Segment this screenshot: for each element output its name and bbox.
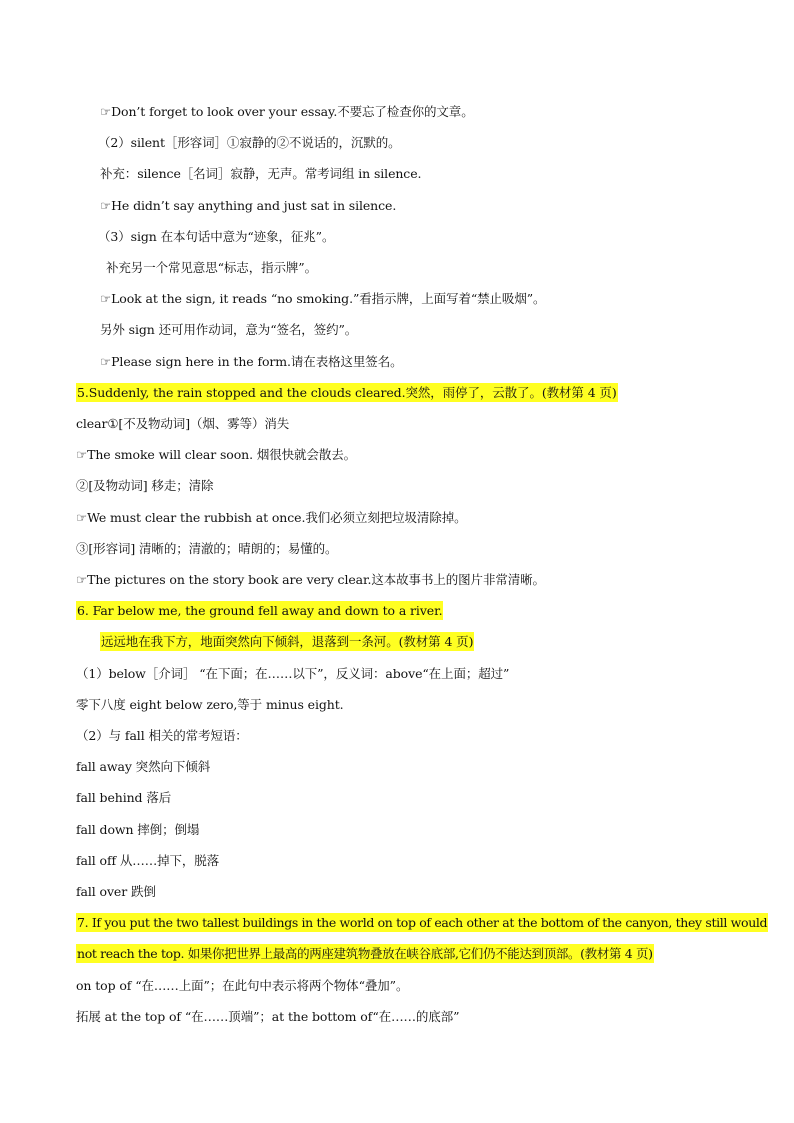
vocab-clear-transitive: ②[及物动词] 移走；清除 bbox=[76, 478, 214, 493]
vocab-below-example: 零下八度 eight below zero,等于 minus eight. bbox=[76, 697, 344, 712]
example-sentence-sign: ☞Look at the sign, it reads “no smoking.”看指示牌，上面写着“禁止吸烟”。 bbox=[100, 291, 546, 306]
phrase-fall-away: fall away 突然向下倾斜 bbox=[76, 759, 211, 774]
highlighted-sentence-7-line1 bbox=[76, 913, 768, 932]
example-sentence-rubbish: ☞We must clear the rubbish at once.我们必须立刻把垃圾清除掉。 bbox=[76, 510, 467, 525]
vocab-top-bottom-extension: 拓展 at the top of “在……顶端”；at the bottom of“在……的底部” bbox=[76, 1009, 460, 1024]
phrase-fall-over: fall over 跌倒 bbox=[76, 884, 156, 899]
highlighted-sentence-5 bbox=[76, 383, 618, 402]
example-sentence-sign-form: ☞Please sign here in the form.请在表格这里签名。 bbox=[100, 354, 403, 369]
fall-phrases-heading: （2）与 fall 相关的常考短语： bbox=[76, 728, 248, 743]
example-sentence-smoke: ☞The smoke will clear soon. 烟很快就会散去。 bbox=[76, 447, 357, 462]
vocab-silent-definition: （2）silent［形容词］①寂静的②不说话的，沉默的。 bbox=[98, 135, 401, 150]
highlight-mark: 远远地在我下方，地面突然向下倾斜，退落到一条河。(教材第 4 页) bbox=[101, 634, 474, 649]
highlighted-sentence-7-line2 bbox=[76, 944, 654, 963]
example-sentence-silence: ☞He didn’t say anything and just sat in silence. bbox=[100, 198, 397, 213]
phrase-fall-off: fall off 从……掉下，脱落 bbox=[76, 853, 220, 868]
phrase-fall-behind: fall behind 落后 bbox=[76, 790, 172, 805]
vocab-silence-note: 补充：silence［名词］寂静，无声。常考词组 in silence. bbox=[100, 166, 422, 181]
phrase-fall-down: fall down 摔倒；倒塌 bbox=[76, 822, 200, 837]
vocab-below-definition: （1）below［介词］ “在下面；在……以下”，反义词：above“在上面；超过” bbox=[76, 666, 510, 681]
vocab-clear-intransitive: clear①[不及物动词]（烟、雾等）消失 bbox=[76, 416, 290, 431]
vocab-on-top-of: on top of “在……上面”；在此句中表示将两个物体“叠加”。 bbox=[76, 978, 409, 993]
highlighted-sentence-6 bbox=[76, 601, 443, 620]
highlight-mark: not reach the top. 如果你把世界上最高的两座建筑物叠放在峡谷底部,它们仍不能达到顶部。(教材第 4 页) bbox=[77, 946, 653, 961]
example-sentence-pictures: ☞The pictures on the story book are very clear.这本故事书上的图片非常清晰。 bbox=[76, 572, 545, 587]
vocab-sign-note: 补充另一个常见意思“标志，指示牌”。 bbox=[106, 260, 317, 275]
example-sentence-essay: ☞Don’t forget to look over your essay.不要忘了检查你的文章。 bbox=[100, 104, 474, 119]
highlighted-translation-6 bbox=[100, 632, 474, 651]
highlight-mark: 7. If you put the two tallest buildings in the world on top of each other at the bottom of the canyon, they still would bbox=[77, 915, 768, 930]
highlight-mark: 6. Far below me, the ground fell away and down to a river. bbox=[77, 603, 443, 618]
vocab-sign-definition: （3）sign 在本句话中意为“迹象，征兆”。 bbox=[98, 229, 335, 244]
vocab-sign-verb-note: 另外 sign 还可用作动词，意为“签名，签约”。 bbox=[100, 322, 358, 337]
highlight-mark: 5.Suddenly, the rain stopped and the clouds cleared.突然，雨停了，云散了。(教材第 4 页) bbox=[77, 385, 617, 400]
vocab-clear-adjective: ③[形容词] 清晰的；清澈的；晴朗的；易懂的。 bbox=[76, 541, 338, 556]
